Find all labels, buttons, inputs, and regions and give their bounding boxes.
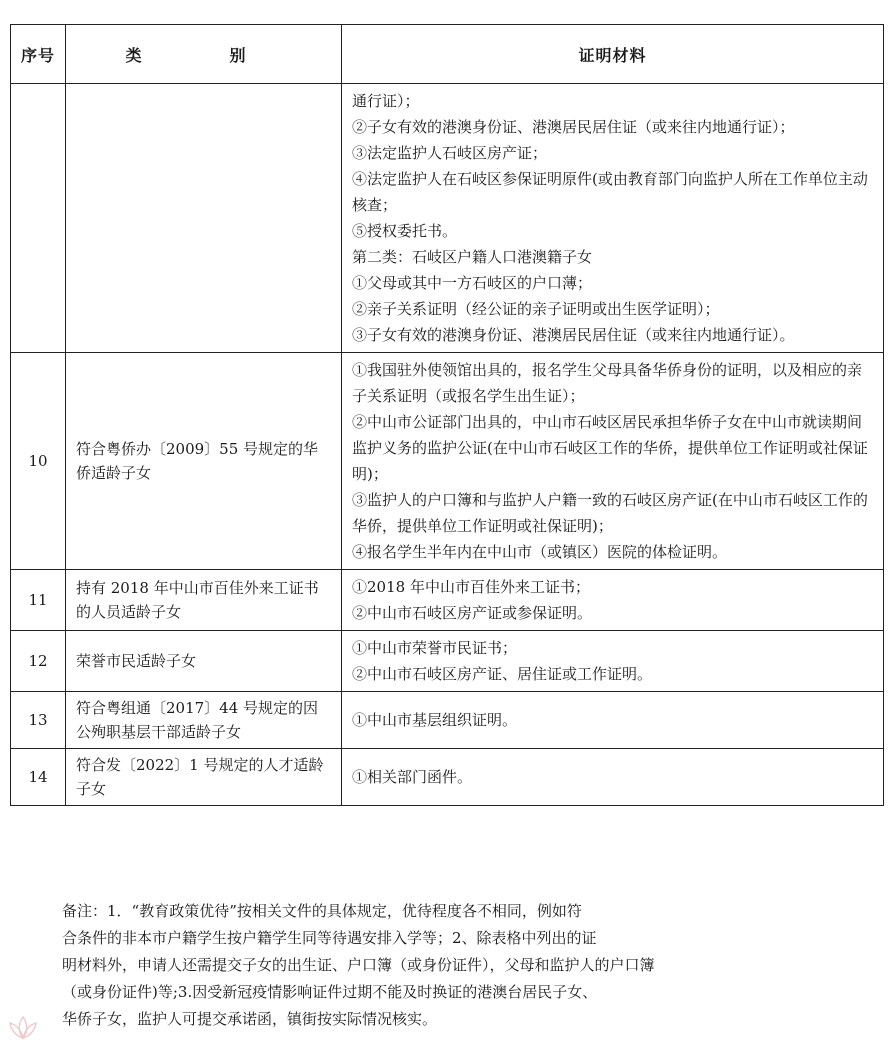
material-item: ①相关部门函件。 [352,768,473,786]
note-line: 备注：1．“教育政策优待”按相关文件的具体规定，优待程度各不相同，例如符 [62,902,582,920]
material-subheading: 第二类：石岐区户籍人口港澳籍子女 [352,248,593,266]
row-number: 14 [11,749,66,806]
material-item: ④报名学生半年内在中山市（或镇区）医院的体检证明。 [352,543,728,561]
note-line: 华侨子女，监护人可提交承诺函，镇街按实际情况核实。 [62,1010,438,1028]
row-category [66,84,342,353]
materials-table [10,24,884,806]
material-item: ③法定监护人石岐区房产证； [352,144,548,162]
table-header-row [11,25,884,84]
material-item: ⑤授权委托书。 [352,222,458,240]
material-item: ①中山市基层组织证明。 [352,711,518,729]
remarks-note [62,898,842,1033]
row-number: 10 [11,353,66,570]
note-line: （或身份证件)等;3.因受新冠疫情影响证件过期不能及时换证的港澳台居民子女、 [62,983,598,1001]
row-category: 符合粤组通〔2017〕44 号规定的因公殉职基层干部适龄子女 [66,692,342,749]
row-number: 12 [11,631,66,692]
row-materials [342,631,884,692]
row-number: 11 [11,570,66,631]
material-item: ②亲子关系证明（经公证的亲子证明或出生医学证明）； [352,300,720,318]
table-row [11,749,884,806]
note-line: 合条件的非本市户籍学生按户籍学生同等待遇安排入学等；2、除表格中列出的证 [62,929,597,947]
table-row [11,692,884,749]
header-category [66,25,342,84]
row-materials [342,353,884,570]
material-item: ①父母或其中一方石岐区的户口薄； [352,274,593,292]
lotus-watermark-icon [6,1012,40,1042]
material-item: ④法定监护人在石岐区参保证明原件(或由教育部门向监护人所在工作单位主动核查； [352,170,868,214]
material-item: ③监护人的户口簿和与监护人户籍一致的石岐区房产证(在中山市石岐区工作的华侨，提供单位工作证明或社保证明)； [352,491,868,535]
material-item: ②子女有效的港澳身份证、港澳居民居住证（或来往内地通行证）； [352,118,795,136]
row-materials [342,692,884,749]
material-item: ③子女有效的港澳身份证、港澳居民居住证（或来往内地通行证）。 [352,326,795,344]
row-category: 持有 2018 年中山市百佳外来工证书的人员适龄子女 [66,570,342,631]
material-item: ①中山市荣誉市民证书； [352,639,518,657]
table-row [11,570,884,631]
table-row [11,631,884,692]
material-item: ②中山市石岐区房产证、居住证或工作证明。 [352,665,653,683]
material-item: ②中山市公证部门出具的，中山市石岐区居民承担华侨子女在中山市就读期间监护义务的监护公证(在中山市石岐区工作的华侨，提供单位工作证明或社保证明)； [352,413,868,483]
header-category-label: 类 别 [125,45,282,65]
material-item: ①我国驻外使领馆出具的，报名学生父母具备华侨身份的证明，以及相应的亲子关系证明（或报名学生出生证）； [352,361,863,405]
material-item: 通行证）； [352,92,420,110]
row-number: 13 [11,692,66,749]
row-category: 荣誉市民适龄子女 [66,631,342,692]
row-number [11,84,66,353]
material-item: ②中山市石岐区房产证或参保证明。 [352,604,593,622]
note-line: 明材料外，申请人还需提交子女的出生证、户口簿（或身份证件），父母和监护人的户口簿 [62,956,655,974]
header-serial-number: 序号 [11,25,66,84]
row-materials [342,84,884,353]
row-category: 符合粤侨办〔2009〕55 号规定的华侨适龄子女 [66,353,342,570]
material-item: ①2018 年中山市百佳外来工证书； [352,578,590,596]
row-category: 符合发〔2022〕1 号规定的人才适龄子女 [66,749,342,806]
row-materials [342,570,884,631]
table-row [11,84,884,353]
header-materials: 证明材料 [342,25,884,84]
row-materials [342,749,884,806]
table-row [11,353,884,570]
